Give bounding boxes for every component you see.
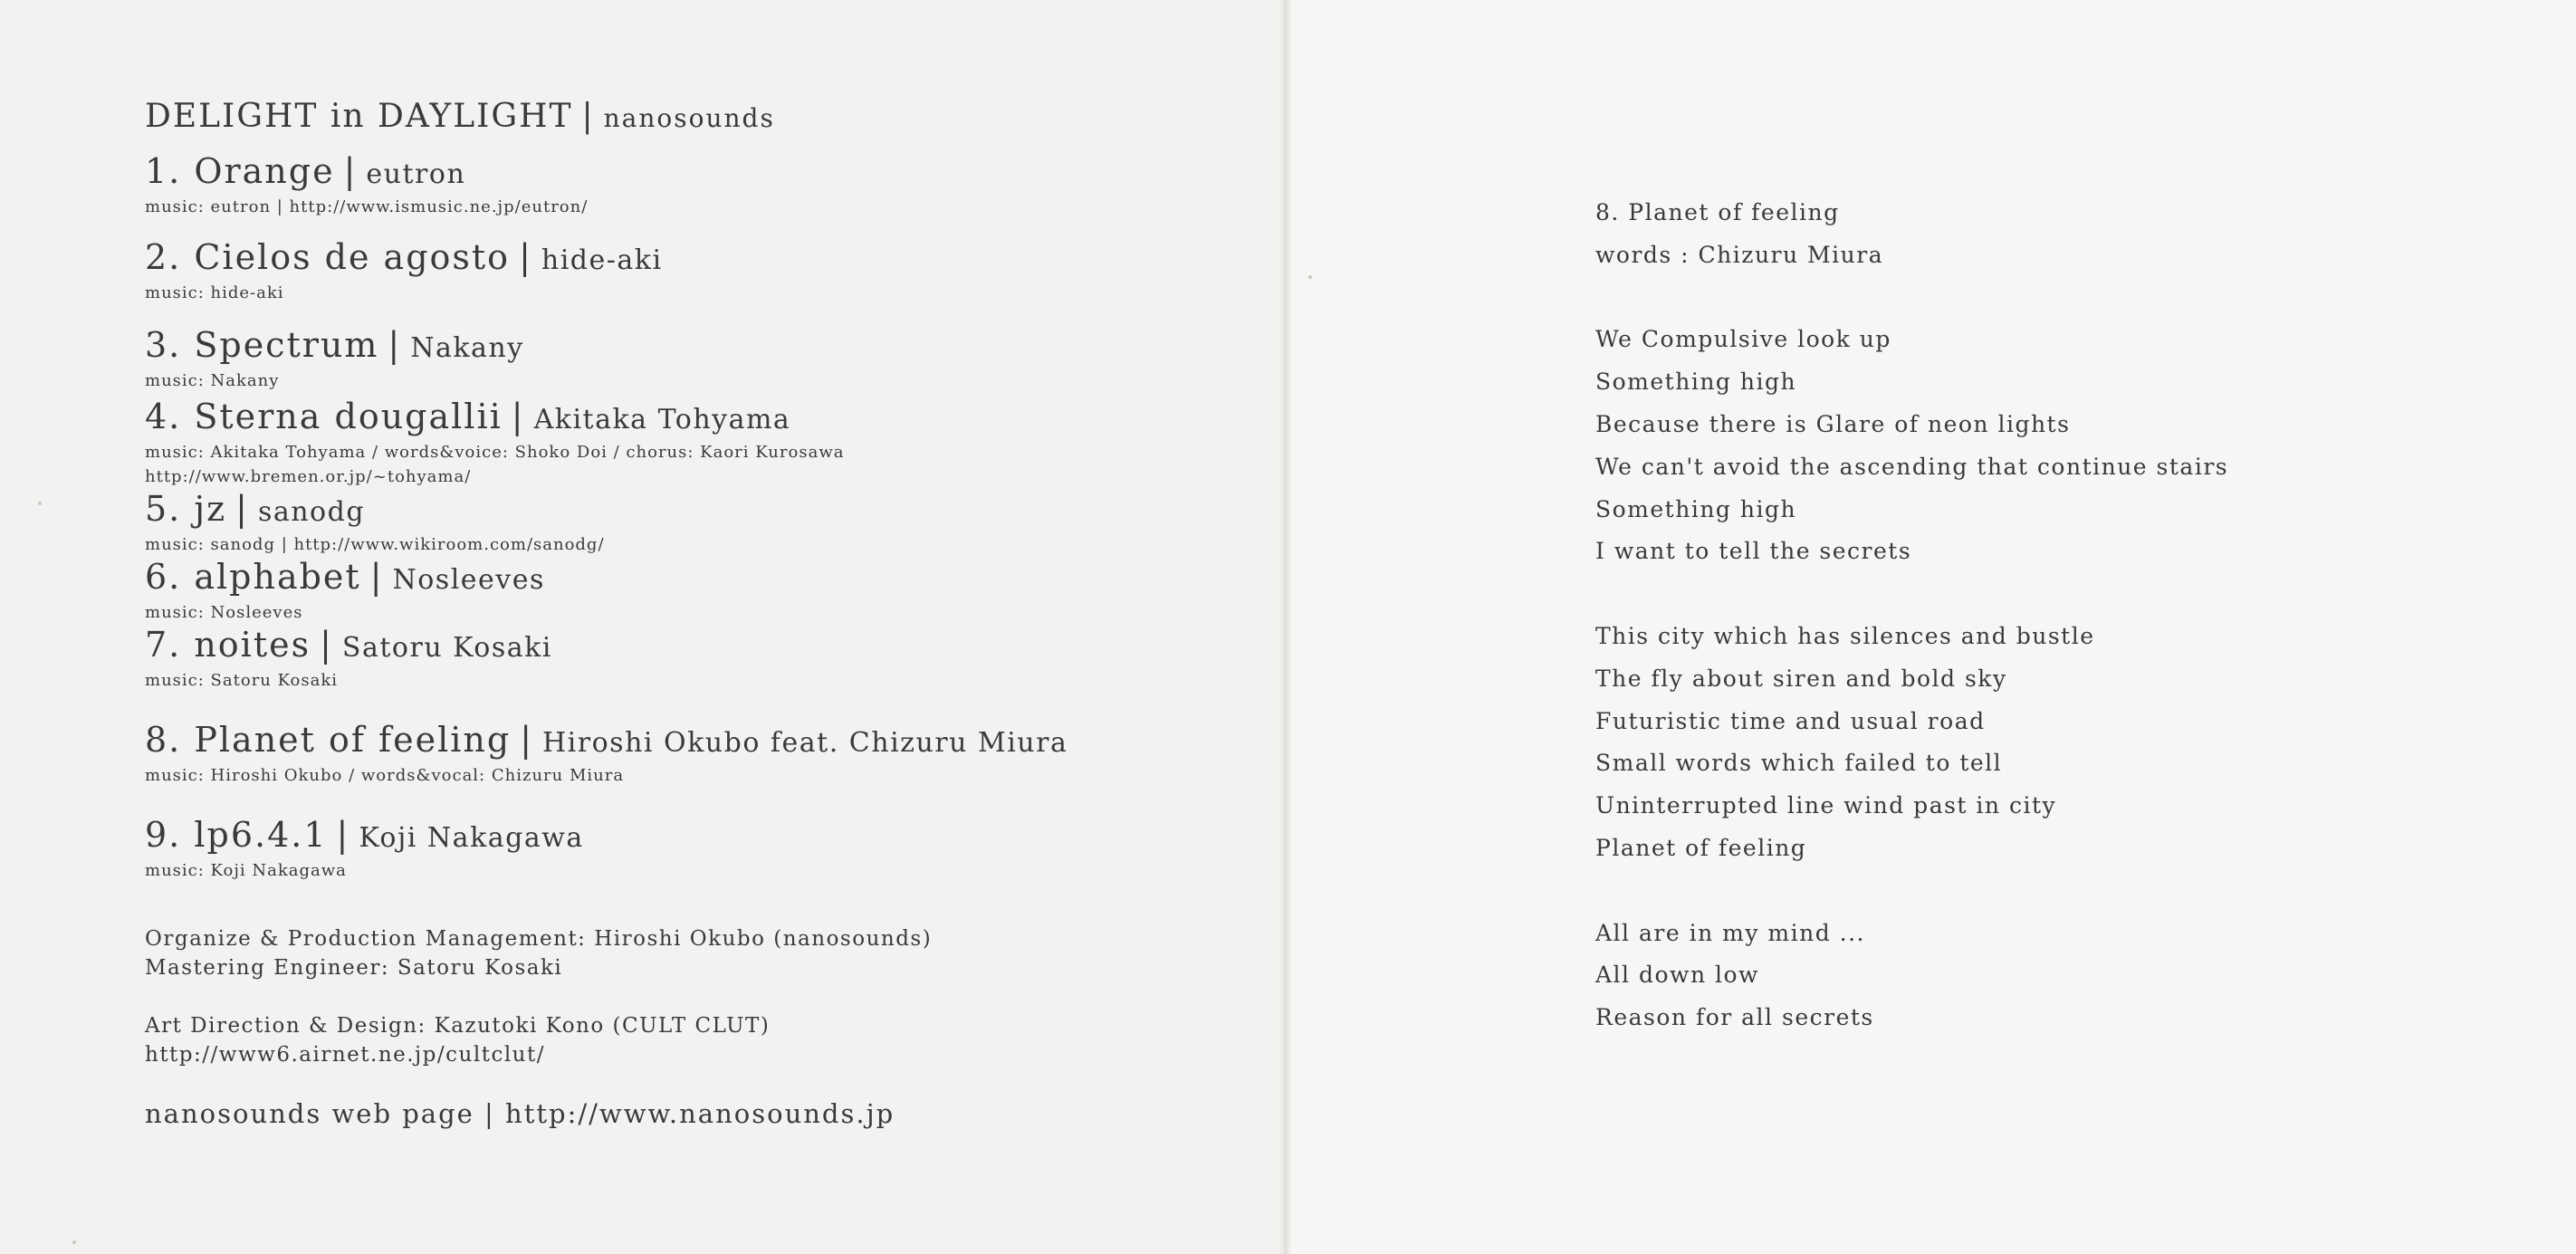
track-entry xyxy=(145,557,1231,625)
lyric-line: I want to tell the secrets xyxy=(1595,538,1912,565)
track-separator: | xyxy=(235,489,249,529)
track-heading xyxy=(145,489,1231,532)
lyric-line: Something high xyxy=(1595,369,1797,396)
track-credit: music: Satoru Kosaki xyxy=(145,671,339,690)
credits-block-production xyxy=(145,924,1231,982)
track-entry xyxy=(145,397,1231,489)
lyric-line: We Compulsive look up xyxy=(1595,326,1891,353)
lyrics-panel xyxy=(1595,192,2501,1039)
track-separator: | xyxy=(369,557,384,597)
track-entry xyxy=(145,489,1231,557)
production-credits xyxy=(145,924,1231,1069)
album-title: DELIGHT in DAYLIGHT xyxy=(145,98,573,135)
track-credit: music: Koji Nakagawa xyxy=(145,861,347,880)
lyric-line: Small words which failed to tell xyxy=(1595,750,2003,777)
track-title: 5. jz xyxy=(145,489,227,529)
track-credit: music: eutron | http://www.ismusic.ne.jp/eutron/ xyxy=(145,197,589,216)
track-entry xyxy=(145,815,1231,883)
web-page-line: nanosounds web page | http://www.nanosounds.jp xyxy=(145,1098,895,1129)
track-credit: http://www.bremen.or.jp/~tohyama/ xyxy=(145,467,472,486)
lyric-line: Reason for all secrets xyxy=(1595,1004,1874,1031)
track-credit: music: Akitaka Tohyama / words&voice: Shoko Doi / chorus: Kaori Kurosawa xyxy=(145,443,845,462)
track-separator: | xyxy=(388,325,402,365)
track-heading xyxy=(145,557,1231,600)
lyric-line: All down low xyxy=(1595,962,1759,989)
lyric-line: Because there is Glare of neon lights xyxy=(1595,410,2071,437)
lyric-line: 8. Planet of feeling xyxy=(1595,199,1840,225)
track-title: 9. lp6.4.1 xyxy=(145,815,328,855)
album-artist: nanosounds xyxy=(603,103,775,133)
track-title: 6. alphabet xyxy=(145,557,361,597)
track-entry xyxy=(145,625,1231,693)
track-artist: Satoru Kosaki xyxy=(341,632,552,664)
lyrics-stanza xyxy=(1595,913,2501,1039)
track-credit: music: sanodg | http://www.wikiroom.com/sanodg/ xyxy=(145,535,605,554)
track-heading xyxy=(145,151,1231,195)
track-artist: eutron xyxy=(366,158,466,190)
track-entry xyxy=(145,151,1231,219)
track-title: 4. Sterna dougallii xyxy=(145,397,503,436)
track-credit: music: Hiroshi Okubo / words&vocal: Chizuru Miura xyxy=(145,766,625,785)
track-separator: | xyxy=(511,397,525,436)
track-title: 3. Spectrum xyxy=(145,325,379,365)
lyric-line: Something high xyxy=(1595,495,1797,522)
lyric-line: Futuristic time and usual road xyxy=(1595,707,1986,734)
lyrics-stanza xyxy=(1595,192,2501,277)
track-entry xyxy=(145,237,1231,305)
track-title: 2. Cielos de agosto xyxy=(145,237,511,277)
track-title: 7. noites xyxy=(145,625,311,665)
track-entry xyxy=(145,325,1231,393)
lyrics-stanza xyxy=(1595,319,2501,573)
title-separator: | xyxy=(581,98,595,135)
paper-speck xyxy=(38,502,42,505)
track-entry xyxy=(145,720,1231,788)
track-credit: music: Nosleeves xyxy=(145,603,303,622)
track-artist: hide-aki xyxy=(541,244,663,276)
track-credit: music: hide-aki xyxy=(145,283,284,302)
track-artist: Koji Nakagawa xyxy=(359,822,584,854)
lyric-line: words : Chizuru Miura xyxy=(1595,241,1884,268)
track-separator: | xyxy=(320,625,333,665)
track-heading xyxy=(145,625,1231,668)
credit-line: Mastering Engineer: Satoru Kosaki xyxy=(145,956,563,980)
track-heading xyxy=(145,720,1231,763)
left-page xyxy=(0,0,1281,1254)
track-artist: Nosleeves xyxy=(392,564,545,596)
track-title: 8. Planet of feeling xyxy=(145,720,512,760)
track-artist: Nakany xyxy=(410,332,524,364)
lyric-line: Uninterrupted line wind past in city xyxy=(1595,792,2057,819)
tracklist-panel xyxy=(145,98,1231,1129)
track-heading xyxy=(145,815,1231,858)
credit-line: Art Direction & Design: Kazutoki Kono (CULT CLUT) xyxy=(145,1014,771,1038)
track-artist: Akitaka Tohyama xyxy=(533,404,791,436)
track-separator: | xyxy=(520,720,534,760)
credit-line: http://www6.airnet.ne.jp/cultclut/ xyxy=(145,1043,545,1067)
track-separator: | xyxy=(519,237,532,277)
tracklist xyxy=(145,151,1231,883)
lyric-line: This city which has silences and bustle xyxy=(1595,622,2095,649)
lyric-line: All are in my mind ... xyxy=(1595,919,1866,946)
lyric-line: We can't avoid the ascending that continue stairs xyxy=(1595,453,2229,480)
album-title-line xyxy=(145,98,1231,135)
track-heading xyxy=(145,397,1231,440)
track-separator: | xyxy=(336,815,350,855)
lyrics-stanza xyxy=(1595,616,2501,870)
track-artist: Hiroshi Okubo feat. Chizuru Miura xyxy=(542,727,1068,759)
lyric-line: Planet of feeling xyxy=(1595,834,1807,861)
paper-speck xyxy=(72,1240,76,1244)
credits-block-design xyxy=(145,1011,1231,1069)
track-artist: sanodg xyxy=(257,496,366,528)
lyric-line: The fly about siren and bold sky xyxy=(1595,665,2007,692)
track-heading xyxy=(145,237,1231,281)
track-title: 1. Orange xyxy=(145,151,335,191)
track-credit: music: Nakany xyxy=(145,371,280,390)
track-separator: | xyxy=(343,151,358,191)
paper-speck xyxy=(1308,275,1312,279)
track-heading xyxy=(145,325,1231,369)
credit-line: Organize & Production Management: Hiroshi Okubo (nanosounds) xyxy=(145,927,933,951)
